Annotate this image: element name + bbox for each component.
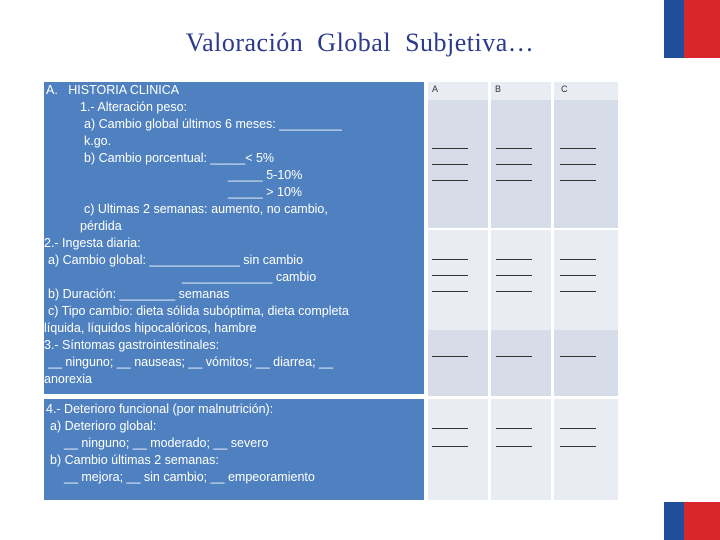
item-line: anorexia [44,372,92,386]
answer-blank[interactable] [496,291,532,292]
item-line: pérdida [80,219,122,233]
answer-blank[interactable] [432,291,468,292]
answer-blank[interactable] [432,180,468,181]
answer-blank[interactable] [560,148,596,149]
answer-blank[interactable] [496,446,532,447]
item-line: __ ninguno; __ moderado; __ severo [64,436,269,450]
answer-blank[interactable] [560,446,596,447]
item-line: _____ > 10% [228,185,303,199]
answer-blank[interactable] [432,164,468,165]
functional-section [44,399,424,500]
item-line: 1.- Alteración peso: [80,100,188,114]
answer-blank[interactable] [496,180,532,181]
item-line: 2.- Ingesta diaria: [44,236,141,250]
column-header-a: A [432,84,439,94]
col-b-block-4 [491,399,551,500]
answer-blank[interactable] [560,291,596,292]
answer-blank[interactable] [496,428,532,429]
answer-blank[interactable] [560,259,596,260]
item-line: líquida, líquidos hipocalóricos, hambre [44,321,257,335]
answer-blank[interactable] [432,148,468,149]
slide-title: Valoración Global Subjetiva… [185,28,535,57]
answer-blank[interactable] [560,356,596,357]
col-a-block-4 [428,399,488,500]
answer-blank[interactable] [560,164,596,165]
item-line: 4.- Deterioro funcional (por malnutrición): [46,402,274,416]
col-c-block-4 [554,399,618,500]
col-a-block-2 [428,230,488,330]
section-heading: A. HISTORIA CLINICA [46,83,180,97]
col-b-block-3 [491,330,551,396]
item-line: a) Deterioro global: [50,419,157,433]
flag-decoration-bottom [664,502,720,540]
item-line: 3.- Síntomas gastrointestinales: [44,338,220,352]
item-line: b) Cambio últimas 2 semanas: [50,453,219,467]
item-line: a) Cambio global: _____________ sin cambio [48,253,304,267]
item-line: _____________ cambio [182,270,317,284]
item-line: __ mejora; __ sin cambio; __ empeoramiento [64,470,315,484]
item-line: _____ 5-10% [228,168,303,182]
col-a-block-3 [428,330,488,396]
item-line: c) Ultimas 2 semanas: aumento, no cambio, [84,202,328,216]
column-header-b: B [495,84,502,94]
col-c-block-2 [554,230,618,330]
history-section [44,82,424,394]
item-line: k.go. [84,134,112,148]
column-header-c: C [561,84,568,94]
answer-blank[interactable] [432,356,468,357]
answer-blank[interactable] [496,259,532,260]
answer-blank[interactable] [560,275,596,276]
answer-blank[interactable] [432,446,468,447]
answer-blank[interactable] [560,180,596,181]
item-line: b) Duración: ________ semanas [48,287,230,301]
answer-blank[interactable] [496,164,532,165]
item-line: __ ninguno; __ nauseas; __ vómitos; __ diarrea; __ [48,355,333,369]
answer-blank[interactable] [496,148,532,149]
col-c-block-3 [554,330,618,396]
answer-blank[interactable] [432,259,468,260]
item-line: a) Cambio global últimos 6 meses: _________ [84,117,342,131]
answer-blank[interactable] [560,428,596,429]
answer-blank[interactable] [432,428,468,429]
answer-blank[interactable] [496,275,532,276]
item-line: b) Cambio porcentual: _____< 5% [84,151,275,165]
col-b-block-2 [491,230,551,330]
answer-blank[interactable] [432,275,468,276]
item-line: c) Tipo cambio: dieta sólida subóptima, dieta completa [48,304,349,318]
answer-blank[interactable] [496,356,532,357]
